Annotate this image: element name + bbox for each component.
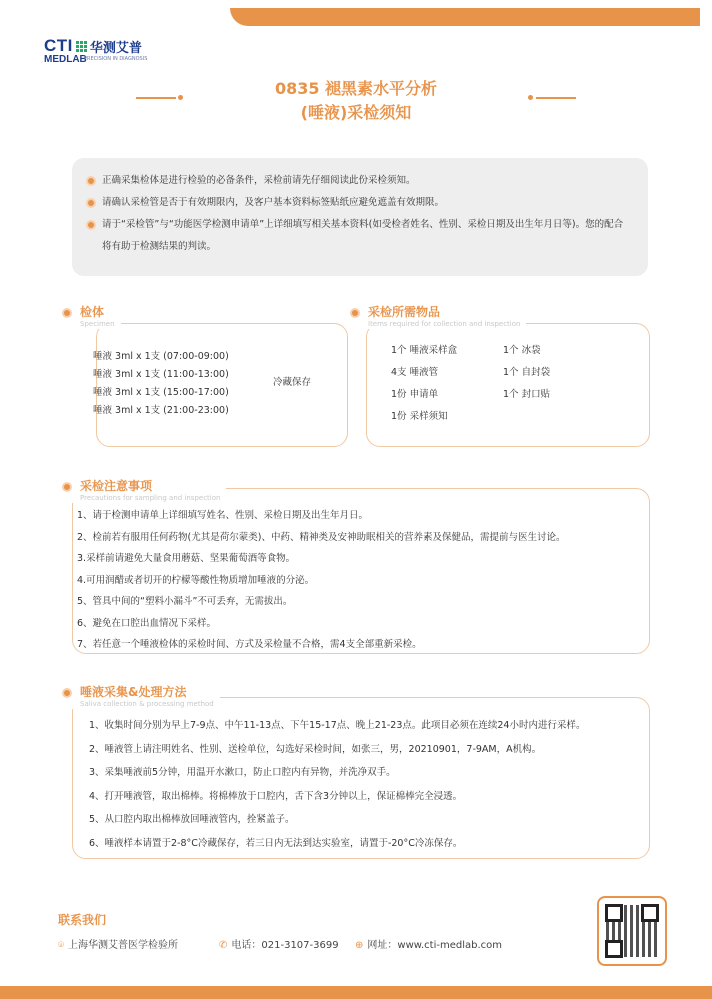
logo-text: CTI [44, 36, 73, 55]
specimen-box [93, 323, 348, 447]
precaution-item: 4.可用润醋或者切开的柠檬等酸性物质增加唾液的分泌。 [77, 574, 315, 586]
title-deco-right-line [536, 97, 576, 99]
supplies-col1 [391, 340, 457, 428]
globe-icon: ⊕ [355, 940, 364, 951]
method-list [89, 714, 585, 855]
bullet-icon [352, 310, 358, 316]
bullet-icon [88, 178, 94, 184]
method-item: 5、从口腔内取出棉棒放回唾液管内，拴紧盖子。 [89, 814, 295, 825]
precautions-box [72, 488, 650, 654]
qr-finder-icon [641, 904, 659, 922]
precautions-header [64, 479, 226, 503]
supplies-subtitle: Items required for collection and inspection [368, 320, 521, 328]
precaution-item: 7、若任意一个唾液检体的采检时间、方式及采检量不合格，需4支全部重新采检。 [77, 639, 422, 650]
bullet-icon [88, 222, 94, 228]
bullet-icon [64, 310, 70, 316]
supplies-col2 [503, 340, 550, 406]
qr-code [597, 896, 667, 966]
method-item: 6、唾液样本请置于2-8°C冷藏保存，若三日内无法到达实验室，请置于-20°C冷冻保存。 [89, 837, 463, 849]
precaution-item: 5、管具中间的“塑料小漏斗”不可丢弃，无需拔出。 [77, 596, 293, 607]
supply-item: 1份 采样须知 [391, 411, 448, 422]
footer-address: ⌾ 上海华测艾普医学检验所 [58, 940, 178, 951]
contact-title: 联系我们 [58, 913, 107, 927]
bullet-icon [88, 200, 94, 206]
specimen-item: 唾液 3ml x 1支 (21:00-23:00) [93, 405, 229, 416]
specimen-item: 唾液 3ml x 1支 (11:00-13:00) [93, 369, 229, 380]
bullet-icon [64, 690, 70, 696]
location-icon: ⌾ [58, 940, 64, 951]
supplies-box [366, 323, 650, 447]
precaution-item: 2、检前若有服用任何药物(尤其是荷尔蒙类)、中药、精神类及安神助眠相关的营养素及保健品，需提前与医生讨论。 [77, 531, 566, 543]
supply-item: 1个 唾液采样盒 [391, 345, 458, 356]
title-deco-right-dot [528, 95, 533, 100]
method-title: 唾液采集&处理方法 [80, 685, 187, 699]
supply-item: 1份 申请单 [391, 389, 439, 400]
supply-item: 1个 冰袋 [503, 345, 541, 356]
supplies-header [352, 305, 526, 329]
top-accent-bar [230, 8, 700, 26]
supply-item: 4支 唾液管 [391, 367, 439, 378]
specimen-item: 唾液 3ml x 1支 (07:00-09:00) [93, 351, 229, 362]
logo-sub: MEDLAB [44, 54, 87, 65]
method-item: 2、唾液管上请注明姓名、性别、送检单位，勾选好采检时间，如张三，男，20210901，7-9AM，A机构。 [89, 743, 542, 755]
method-item: 4、打开唾液管，取出棉棒。将棉棒放于口腔内，舌下含3分钟以上，保证棉棒完全浸透。 [89, 790, 463, 802]
notice-panel [72, 158, 648, 276]
logo-tag: PRECISION IN DIAGNOSIS [84, 56, 148, 62]
company-logo [44, 36, 148, 65]
phone-icon: ✆ [219, 940, 228, 951]
supply-item: 1个 封口贴 [503, 389, 551, 400]
title-deco-left-line [136, 97, 176, 99]
logo-grid-icon [76, 41, 87, 52]
supply-item: 1个 自封袋 [503, 367, 551, 378]
precaution-item: 3.采样前请避免大量食用蘑菇、坚果葡萄酒等食物。 [77, 553, 296, 564]
bottom-accent-bar [0, 986, 712, 999]
page-title-line1: 0835 褪黑素水平分析 [274, 79, 438, 98]
page-title-line2: (唾液)采检须知 [300, 103, 412, 122]
specimen-list [93, 348, 229, 420]
specimen-header [64, 305, 121, 329]
specimen-storage: 冷藏保存 [273, 377, 312, 388]
qr-finder-icon [605, 940, 623, 958]
footer-website[interactable]: ⊕ 网址：www.cti-medlab.com [355, 940, 503, 951]
precautions-subtitle: Precautions for sampling and inspection [80, 494, 221, 502]
supplies-title: 采检所需物品 [368, 305, 441, 319]
precaution-item: 1、请于检测申请单上详细填写姓名、性别、采检日期及出生年月日。 [77, 510, 369, 521]
specimen-subtitle: Specimen [80, 320, 115, 328]
precautions-title: 采检注意事项 [80, 479, 153, 493]
notice-item: 请于“采检管”与“功能医学检测申请单”上详细填写相关基本资料(如受检者姓名、性别、采检日期及出生年月日等)。您的配合将有助于检测结果的判读。 [88, 214, 628, 258]
method-header [64, 685, 220, 709]
qr-finder-icon [605, 904, 623, 922]
precaution-item: 6、避免在口腔出血情况下采样。 [77, 617, 217, 629]
method-subtitle: Saliva collection & processing method [80, 700, 214, 708]
precautions-list [77, 505, 565, 656]
specimen-title: 检体 [80, 305, 105, 319]
specimen-item: 唾液 3ml x 1支 (15:00-17:00) [93, 387, 229, 398]
method-box [72, 697, 650, 859]
bullet-icon [64, 484, 70, 490]
notice-item: 请确认采检管是否于有效期限内，及客户基本资料标签贴纸应避免遮盖有效期限。 [88, 192, 628, 214]
method-item: 3、采集唾液前5分钟，用温开水漱口，防止口腔内有异物，并洗净双手。 [89, 767, 396, 778]
method-item: 1、收集时间分别为早上7-9点、中午11-13点、下午15-17点、晚上21-23点。此项目必须在连续24小时内进行采样。 [89, 720, 586, 731]
notice-item: 正确采集检体是进行检验的必备条件，采检前请先仔细阅读此份采检须知。 [88, 170, 628, 192]
title-deco-left-dot [178, 95, 183, 100]
logo-cn: 华测艾普 [89, 41, 142, 56]
footer-phone: ✆ 电话：021-3107-3699 [219, 940, 339, 951]
